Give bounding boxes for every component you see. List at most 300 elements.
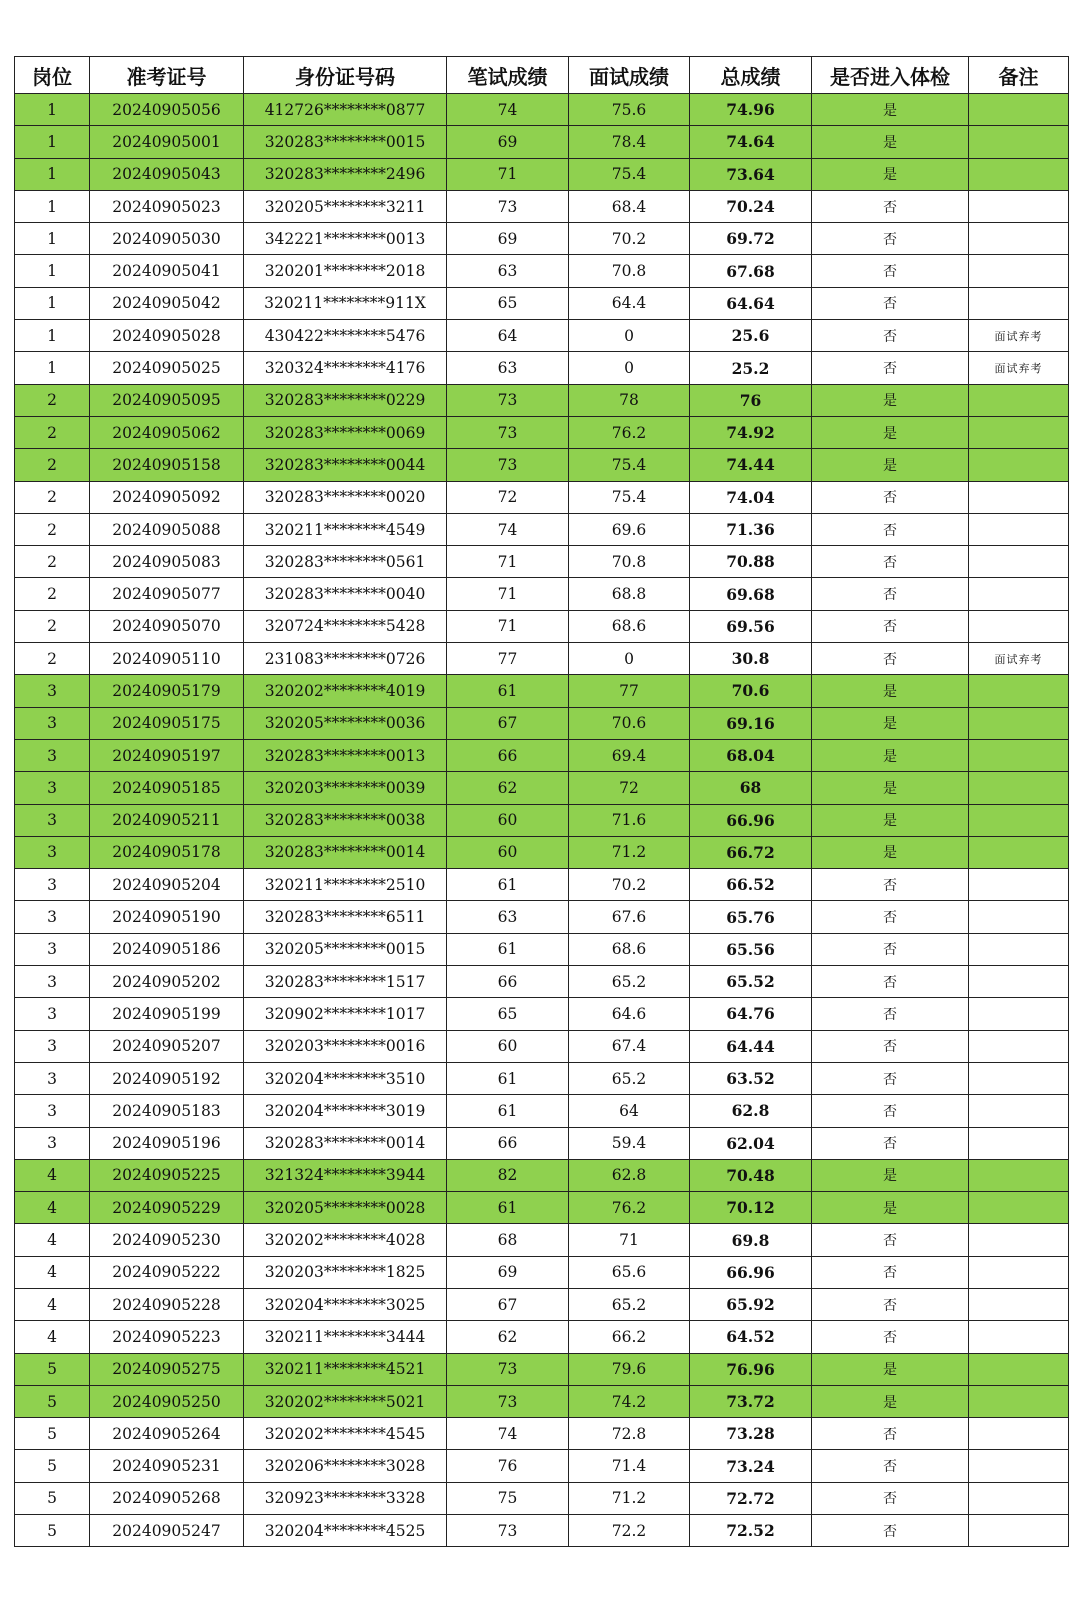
- cell-ticket-number: 20240905070: [90, 610, 244, 642]
- cell-written-score: 64: [447, 320, 569, 352]
- cell-total-score: 62.8: [690, 1095, 812, 1127]
- table-row: [15, 481, 1069, 513]
- table-row: [15, 158, 1069, 190]
- cell-post: 4: [15, 1321, 90, 1353]
- table-row: [15, 1192, 1069, 1224]
- cell-remark: [969, 126, 1069, 158]
- cell-interview-score: 74.2: [569, 1385, 690, 1417]
- cell-interview-score: 72.2: [569, 1515, 690, 1547]
- cell-physical-exam: 是: [812, 772, 969, 804]
- cell-id-number: 320205********0015: [244, 933, 447, 965]
- cell-post: 3: [15, 998, 90, 1030]
- table-row: [15, 901, 1069, 933]
- cell-written-score: 73: [447, 1353, 569, 1385]
- table-row: [15, 1515, 1069, 1547]
- cell-id-number: 320923********3328: [244, 1482, 447, 1514]
- cell-id-number: 320902********1017: [244, 998, 447, 1030]
- cell-post: 1: [15, 158, 90, 190]
- cell-remark: [969, 1030, 1069, 1062]
- cell-remark: [969, 869, 1069, 901]
- cell-written-score: 75: [447, 1482, 569, 1514]
- cell-post: 2: [15, 546, 90, 578]
- cell-total-score: 69.56: [690, 610, 812, 642]
- cell-remark: [969, 933, 1069, 965]
- cell-written-score: 63: [447, 901, 569, 933]
- cell-remark: 面试弃考: [969, 352, 1069, 384]
- table-row: [15, 966, 1069, 998]
- cell-remark: 面试弃考: [969, 643, 1069, 675]
- header-total-score: 总成绩: [690, 57, 812, 94]
- cell-total-score: 74.92: [690, 416, 812, 448]
- cell-written-score: 82: [447, 1159, 569, 1191]
- cell-physical-exam: 否: [812, 255, 969, 287]
- cell-id-number: 320204********4525: [244, 1515, 447, 1547]
- cell-id-number: 320201********2018: [244, 255, 447, 287]
- cell-total-score: 76.96: [690, 1353, 812, 1385]
- cell-post: 1: [15, 94, 90, 126]
- cell-physical-exam: 否: [812, 901, 969, 933]
- cell-total-score: 64.76: [690, 998, 812, 1030]
- table-row: [15, 513, 1069, 545]
- cell-remark: [969, 1095, 1069, 1127]
- cell-total-score: 66.52: [690, 869, 812, 901]
- cell-post: 3: [15, 836, 90, 868]
- cell-written-score: 62: [447, 772, 569, 804]
- cell-ticket-number: 20240905186: [90, 933, 244, 965]
- cell-remark: [969, 1062, 1069, 1094]
- cell-remark: [969, 836, 1069, 868]
- cell-total-score: 69.68: [690, 578, 812, 610]
- table-row: [15, 449, 1069, 481]
- cell-interview-score: 70.8: [569, 546, 690, 578]
- cell-id-number: 320202********4545: [244, 1418, 447, 1450]
- header-id-number: 身份证号码: [244, 57, 447, 94]
- cell-remark: [969, 513, 1069, 545]
- cell-interview-score: 64.6: [569, 998, 690, 1030]
- cell-written-score: 61: [447, 869, 569, 901]
- cell-id-number: 320283********0040: [244, 578, 447, 610]
- cell-physical-exam: 否: [812, 1450, 969, 1482]
- cell-interview-score: 64: [569, 1095, 690, 1127]
- cell-written-score: 66: [447, 966, 569, 998]
- cell-physical-exam: 是: [812, 158, 969, 190]
- cell-id-number: 320283********0014: [244, 1127, 447, 1159]
- cell-total-score: 64.52: [690, 1321, 812, 1353]
- cell-ticket-number: 20240905207: [90, 1030, 244, 1062]
- cell-interview-score: 77: [569, 675, 690, 707]
- cell-total-score: 69.16: [690, 707, 812, 739]
- cell-id-number: 320202********5021: [244, 1385, 447, 1417]
- cell-remark: [969, 384, 1069, 416]
- cell-written-score: 67: [447, 707, 569, 739]
- cell-remark: [969, 901, 1069, 933]
- cell-total-score: 70.88: [690, 546, 812, 578]
- cell-physical-exam: 是: [812, 1385, 969, 1417]
- cell-written-score: 60: [447, 1030, 569, 1062]
- cell-written-score: 61: [447, 933, 569, 965]
- cell-ticket-number: 20240905230: [90, 1224, 244, 1256]
- table-row: [15, 1159, 1069, 1191]
- cell-physical-exam: 否: [812, 1127, 969, 1159]
- cell-physical-exam: 否: [812, 223, 969, 255]
- cell-ticket-number: 20240905042: [90, 287, 244, 319]
- cell-post: 5: [15, 1515, 90, 1547]
- table-row: [15, 255, 1069, 287]
- cell-interview-score: 75.4: [569, 158, 690, 190]
- cell-post: 3: [15, 707, 90, 739]
- cell-physical-exam: 否: [812, 643, 969, 675]
- cell-total-score: 65.92: [690, 1288, 812, 1320]
- cell-interview-score: 70.6: [569, 707, 690, 739]
- cell-ticket-number: 20240905183: [90, 1095, 244, 1127]
- cell-total-score: 68: [690, 772, 812, 804]
- cell-post: 1: [15, 255, 90, 287]
- table-row: [15, 223, 1069, 255]
- cell-remark: [969, 772, 1069, 804]
- table-row: [15, 675, 1069, 707]
- cell-written-score: 61: [447, 1192, 569, 1224]
- cell-id-number: 320283********0561: [244, 546, 447, 578]
- cell-interview-score: 66.2: [569, 1321, 690, 1353]
- cell-post: 1: [15, 190, 90, 222]
- cell-id-number: 320283********0013: [244, 739, 447, 771]
- cell-physical-exam: 否: [812, 610, 969, 642]
- table-row: [15, 869, 1069, 901]
- cell-written-score: 69: [447, 1256, 569, 1288]
- cell-post: 5: [15, 1385, 90, 1417]
- cell-total-score: 67.68: [690, 255, 812, 287]
- cell-total-score: 74.44: [690, 449, 812, 481]
- cell-id-number: 320283********0038: [244, 804, 447, 836]
- table-row: [15, 804, 1069, 836]
- cell-written-score: 73: [447, 1385, 569, 1417]
- cell-interview-score: 71.6: [569, 804, 690, 836]
- cell-total-score: 64.44: [690, 1030, 812, 1062]
- cell-id-number: 320283********6511: [244, 901, 447, 933]
- cell-post: 3: [15, 804, 90, 836]
- cell-total-score: 73.72: [690, 1385, 812, 1417]
- table-row: [15, 1482, 1069, 1514]
- cell-total-score: 74.96: [690, 94, 812, 126]
- cell-written-score: 63: [447, 352, 569, 384]
- cell-ticket-number: 20240905095: [90, 384, 244, 416]
- table-row: [15, 1288, 1069, 1320]
- cell-post: 4: [15, 1192, 90, 1224]
- cell-post: 3: [15, 933, 90, 965]
- table-row: [15, 933, 1069, 965]
- cell-interview-score: 75.4: [569, 481, 690, 513]
- cell-written-score: 68: [447, 1224, 569, 1256]
- table-row: [15, 707, 1069, 739]
- cell-post: 5: [15, 1418, 90, 1450]
- cell-remark: [969, 707, 1069, 739]
- cell-ticket-number: 20240905088: [90, 513, 244, 545]
- cell-remark: [969, 223, 1069, 255]
- cell-post: 3: [15, 1127, 90, 1159]
- cell-ticket-number: 20240905231: [90, 1450, 244, 1482]
- cell-interview-score: 71.2: [569, 1482, 690, 1514]
- cell-physical-exam: 否: [812, 513, 969, 545]
- table-row: [15, 1062, 1069, 1094]
- cell-total-score: 66.96: [690, 804, 812, 836]
- cell-total-score: 65.56: [690, 933, 812, 965]
- cell-id-number: 320203********0039: [244, 772, 447, 804]
- cell-post: 3: [15, 966, 90, 998]
- cell-physical-exam: 是: [812, 1159, 969, 1191]
- cell-interview-score: 64.4: [569, 287, 690, 319]
- cell-remark: [969, 804, 1069, 836]
- table-body: [15, 94, 1069, 1547]
- cell-total-score: 73.24: [690, 1450, 812, 1482]
- cell-interview-score: 72.8: [569, 1418, 690, 1450]
- cell-remark: [969, 998, 1069, 1030]
- cell-physical-exam: 是: [812, 94, 969, 126]
- cell-written-score: 66: [447, 1127, 569, 1159]
- table-row: [15, 836, 1069, 868]
- cell-post: 3: [15, 675, 90, 707]
- table-row: [15, 287, 1069, 319]
- header-post: 岗位: [15, 57, 90, 94]
- table-row: [15, 1127, 1069, 1159]
- cell-interview-score: 65.2: [569, 966, 690, 998]
- cell-interview-score: 79.6: [569, 1353, 690, 1385]
- cell-total-score: 70.48: [690, 1159, 812, 1191]
- cell-written-score: 61: [447, 1095, 569, 1127]
- cell-written-score: 67: [447, 1288, 569, 1320]
- header-row: [15, 57, 1069, 94]
- cell-remark: [969, 1321, 1069, 1353]
- cell-ticket-number: 20240905092: [90, 481, 244, 513]
- cell-physical-exam: 否: [812, 1288, 969, 1320]
- cell-physical-exam: 否: [812, 287, 969, 319]
- table-row: [15, 190, 1069, 222]
- cell-post: 4: [15, 1159, 90, 1191]
- cell-physical-exam: 否: [812, 1321, 969, 1353]
- cell-written-score: 65: [447, 998, 569, 1030]
- cell-ticket-number: 20240905202: [90, 966, 244, 998]
- cell-id-number: 412726********0877: [244, 94, 447, 126]
- cell-interview-score: 76.2: [569, 416, 690, 448]
- table-row: [15, 94, 1069, 126]
- cell-id-number: 320203********0016: [244, 1030, 447, 1062]
- cell-post: 5: [15, 1450, 90, 1482]
- cell-ticket-number: 20240905025: [90, 352, 244, 384]
- cell-ticket-number: 20240905204: [90, 869, 244, 901]
- cell-interview-score: 67.4: [569, 1030, 690, 1062]
- cell-total-score: 25.2: [690, 352, 812, 384]
- table-row: [15, 384, 1069, 416]
- cell-remark: [969, 1288, 1069, 1320]
- table-row: [15, 320, 1069, 352]
- cell-remark: [969, 1256, 1069, 1288]
- cell-remark: [969, 1418, 1069, 1450]
- cell-total-score: 70.12: [690, 1192, 812, 1224]
- cell-ticket-number: 20240905043: [90, 158, 244, 190]
- cell-remark: [969, 1353, 1069, 1385]
- cell-remark: [969, 416, 1069, 448]
- cell-ticket-number: 20240905247: [90, 1515, 244, 1547]
- cell-ticket-number: 20240905001: [90, 126, 244, 158]
- cell-physical-exam: 否: [812, 1515, 969, 1547]
- cell-id-number: 320211********4521: [244, 1353, 447, 1385]
- cell-physical-exam: 否: [812, 320, 969, 352]
- cell-physical-exam: 否: [812, 1256, 969, 1288]
- cell-post: 2: [15, 384, 90, 416]
- cell-interview-score: 75.6: [569, 94, 690, 126]
- cell-total-score: 66.72: [690, 836, 812, 868]
- cell-ticket-number: 20240905110: [90, 643, 244, 675]
- table-row: [15, 352, 1069, 384]
- table-row: [15, 772, 1069, 804]
- cell-ticket-number: 20240905158: [90, 449, 244, 481]
- cell-remark: [969, 1450, 1069, 1482]
- cell-remark: [969, 1224, 1069, 1256]
- cell-id-number: 320324********4176: [244, 352, 447, 384]
- cell-post: 4: [15, 1224, 90, 1256]
- cell-total-score: 73.28: [690, 1418, 812, 1450]
- cell-interview-score: 62.8: [569, 1159, 690, 1191]
- cell-total-score: 74.04: [690, 481, 812, 513]
- cell-interview-score: 78.4: [569, 126, 690, 158]
- cell-remark: 面试弃考: [969, 320, 1069, 352]
- cell-written-score: 71: [447, 578, 569, 610]
- cell-interview-score: 68.8: [569, 578, 690, 610]
- cell-ticket-number: 20240905041: [90, 255, 244, 287]
- cell-physical-exam: 是: [812, 739, 969, 771]
- cell-written-score: 73: [447, 384, 569, 416]
- cell-post: 3: [15, 1030, 90, 1062]
- cell-post: 4: [15, 1256, 90, 1288]
- cell-total-score: 30.8: [690, 643, 812, 675]
- cell-written-score: 76: [447, 1450, 569, 1482]
- cell-id-number: 320283********0020: [244, 481, 447, 513]
- cell-id-number: 320724********5428: [244, 610, 447, 642]
- cell-ticket-number: 20240905268: [90, 1482, 244, 1514]
- cell-physical-exam: 否: [812, 546, 969, 578]
- cell-remark: [969, 675, 1069, 707]
- cell-physical-exam: 是: [812, 126, 969, 158]
- cell-id-number: 320283********0015: [244, 126, 447, 158]
- cell-total-score: 72.72: [690, 1482, 812, 1514]
- cell-physical-exam: 否: [812, 998, 969, 1030]
- cell-post: 2: [15, 513, 90, 545]
- cell-interview-score: 0: [569, 643, 690, 675]
- cell-physical-exam: 是: [812, 675, 969, 707]
- cell-written-score: 66: [447, 739, 569, 771]
- cell-post: 3: [15, 739, 90, 771]
- cell-total-score: 62.04: [690, 1127, 812, 1159]
- cell-id-number: 231083********0726: [244, 643, 447, 675]
- cell-interview-score: 75.4: [569, 449, 690, 481]
- cell-remark: [969, 966, 1069, 998]
- cell-id-number: 320206********3028: [244, 1450, 447, 1482]
- cell-ticket-number: 20240905023: [90, 190, 244, 222]
- header-interview-score: 面试成绩: [569, 57, 690, 94]
- table-row: [15, 1030, 1069, 1062]
- table-row: [15, 416, 1069, 448]
- cell-id-number: 320204********3025: [244, 1288, 447, 1320]
- cell-interview-score: 70.2: [569, 223, 690, 255]
- cell-post: 1: [15, 287, 90, 319]
- cell-remark: [969, 1127, 1069, 1159]
- cell-physical-exam: 是: [812, 1353, 969, 1385]
- cell-total-score: 25.6: [690, 320, 812, 352]
- table-row: [15, 610, 1069, 642]
- cell-written-score: 63: [447, 255, 569, 287]
- cell-remark: [969, 610, 1069, 642]
- cell-remark: [969, 255, 1069, 287]
- cell-interview-score: 68.6: [569, 610, 690, 642]
- cell-interview-score: 0: [569, 352, 690, 384]
- header-written-score: 笔试成绩: [447, 57, 569, 94]
- cell-ticket-number: 20240905225: [90, 1159, 244, 1191]
- cell-written-score: 69: [447, 223, 569, 255]
- cell-id-number: 320204********3019: [244, 1095, 447, 1127]
- cell-post: 1: [15, 320, 90, 352]
- cell-physical-exam: 是: [812, 449, 969, 481]
- cell-remark: [969, 1159, 1069, 1191]
- table-row: [15, 546, 1069, 578]
- table-row: [15, 739, 1069, 771]
- cell-id-number: 320205********0036: [244, 707, 447, 739]
- cell-total-score: 69.72: [690, 223, 812, 255]
- cell-written-score: 72: [447, 481, 569, 513]
- cell-total-score: 74.64: [690, 126, 812, 158]
- cell-interview-score: 65.6: [569, 1256, 690, 1288]
- cell-written-score: 77: [447, 643, 569, 675]
- cell-ticket-number: 20240905077: [90, 578, 244, 610]
- cell-id-number: 320202********4019: [244, 675, 447, 707]
- cell-ticket-number: 20240905175: [90, 707, 244, 739]
- cell-interview-score: 70.2: [569, 869, 690, 901]
- cell-post: 2: [15, 643, 90, 675]
- cell-remark: [969, 546, 1069, 578]
- table-row: [15, 1450, 1069, 1482]
- cell-written-score: 71: [447, 158, 569, 190]
- cell-ticket-number: 20240905199: [90, 998, 244, 1030]
- cell-total-score: 65.52: [690, 966, 812, 998]
- cell-ticket-number: 20240905056: [90, 94, 244, 126]
- cell-post: 1: [15, 352, 90, 384]
- cell-ticket-number: 20240905250: [90, 1385, 244, 1417]
- cell-id-number: 320211********2510: [244, 869, 447, 901]
- header-physical-exam: 是否进入体检: [812, 57, 969, 94]
- cell-interview-score: 59.4: [569, 1127, 690, 1159]
- cell-written-score: 71: [447, 546, 569, 578]
- cell-physical-exam: 否: [812, 190, 969, 222]
- cell-remark: [969, 1515, 1069, 1547]
- cell-physical-exam: 否: [812, 1095, 969, 1127]
- cell-physical-exam: 否: [812, 578, 969, 610]
- table-row: [15, 643, 1069, 675]
- cell-ticket-number: 20240905222: [90, 1256, 244, 1288]
- cell-written-score: 73: [447, 1515, 569, 1547]
- cell-interview-score: 71.2: [569, 836, 690, 868]
- table-row: [15, 1385, 1069, 1417]
- cell-post: 3: [15, 1062, 90, 1094]
- cell-physical-exam: 否: [812, 1030, 969, 1062]
- table-row: [15, 1321, 1069, 1353]
- cell-interview-score: 68.6: [569, 933, 690, 965]
- header-remark: 备注: [969, 57, 1069, 94]
- cell-interview-score: 71.4: [569, 1450, 690, 1482]
- cell-id-number: 320205********0028: [244, 1192, 447, 1224]
- cell-total-score: 70.6: [690, 675, 812, 707]
- cell-physical-exam: 是: [812, 836, 969, 868]
- cell-id-number: 430422********5476: [244, 320, 447, 352]
- cell-post: 3: [15, 772, 90, 804]
- cell-written-score: 74: [447, 513, 569, 545]
